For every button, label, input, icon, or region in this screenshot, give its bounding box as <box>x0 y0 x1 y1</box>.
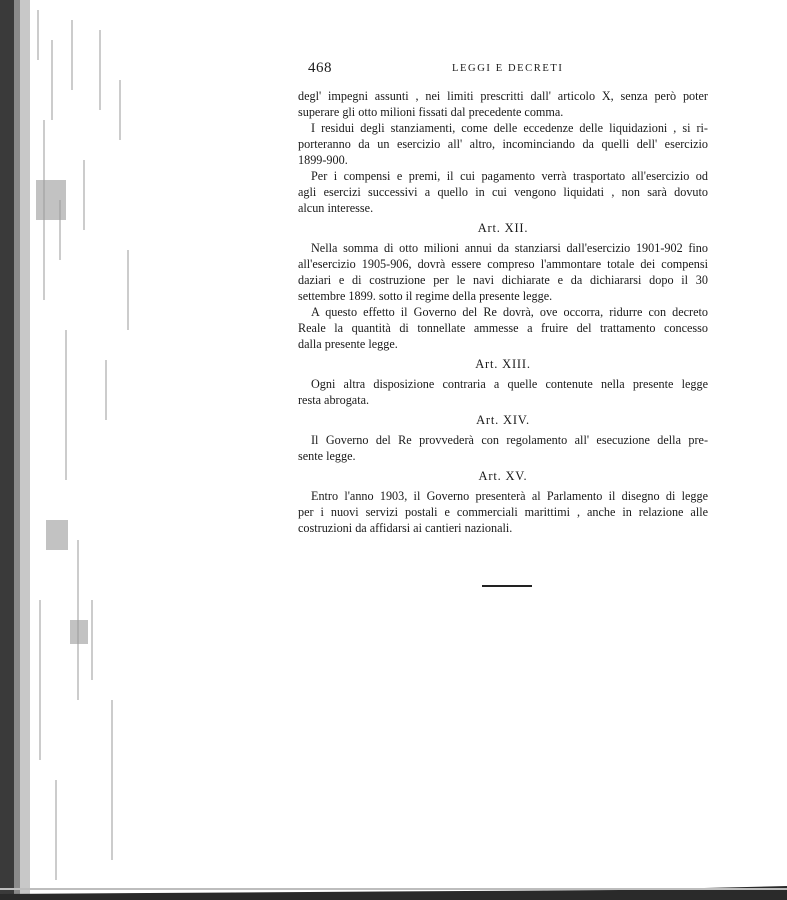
article-heading: Art. XII. <box>477 221 529 235</box>
text-line: 1899-900. <box>298 153 348 167</box>
text-line: agli esercizi successivi a quello in cui vengono liquidati , non sarà dovuto <box>298 185 708 199</box>
text-line: Ogni altra disposizione contraria a quelle contenute nella presente legge <box>311 377 708 391</box>
text-line: Reale la quantità di tonnellate ammesse a fruire del trattamento concesso <box>298 321 708 335</box>
text-line: superare gli otto milioni fissati dal precedente comma. <box>298 105 564 119</box>
text-line: alcun interesse. <box>298 201 374 215</box>
binding-shadow <box>0 0 140 900</box>
text-line: Per i compensi e premi, il cui pagamento verrà trasportato all'esercizio od <box>311 169 708 183</box>
text-line: all'esercizio 1905-906, dovrà essere compreso l'ammontare totale dei compensi <box>298 257 708 271</box>
text-line: Nella somma di otto milioni annui da stanziarsi dall'esercizio 1901-902 fino <box>311 241 708 255</box>
article-heading: Art. XIII. <box>475 357 531 371</box>
text-line: dalla presente legge. <box>298 337 398 351</box>
text-line: porteranno da un esercizio all' altro, incominciando da quelli dell' esercizio <box>298 137 708 151</box>
text-line: degl' impegni assunti , nei limiti prescritti dall' articolo X, senza però poter <box>298 89 708 103</box>
text-line: per i nuovi servizi postali e commerciali marittimi , anche in relazione alle <box>298 505 708 519</box>
text-line: costruzioni da affidarsi ai cantieri nazionali. <box>298 521 513 535</box>
text-line: Entro l'anno 1903, il Governo presenterà al Parlamento il disegno di legge <box>311 489 708 503</box>
text-line: daziari e di costruzione per le navi dichiarate e da dichiararsi dopo il 30 <box>298 273 708 287</box>
article-heading: Art. XV. <box>478 469 528 483</box>
text-line: resta abrogata. <box>298 393 370 407</box>
end-rule <box>482 585 532 587</box>
page-number: 468 <box>308 60 332 76</box>
text-line: I residui degli stanziamenti, come delle eccedenze delle liquidazioni , si ri- <box>311 121 708 135</box>
text-line: A questo effetto il Governo del Re dovrà, ove occorra, ridurre con decreto <box>311 305 708 319</box>
text-line: settembre 1899. sotto il regime della presente legge. <box>298 289 553 303</box>
article-heading: Art. XIV. <box>476 413 530 427</box>
text-line: sente legge. <box>298 449 356 463</box>
scan-bottom-edge <box>0 880 787 900</box>
running-title: LEGGI E DECRETI <box>452 63 564 74</box>
text-line: Il Governo del Re provvederà con regolamento all' esecuzione della pre- <box>311 433 708 447</box>
